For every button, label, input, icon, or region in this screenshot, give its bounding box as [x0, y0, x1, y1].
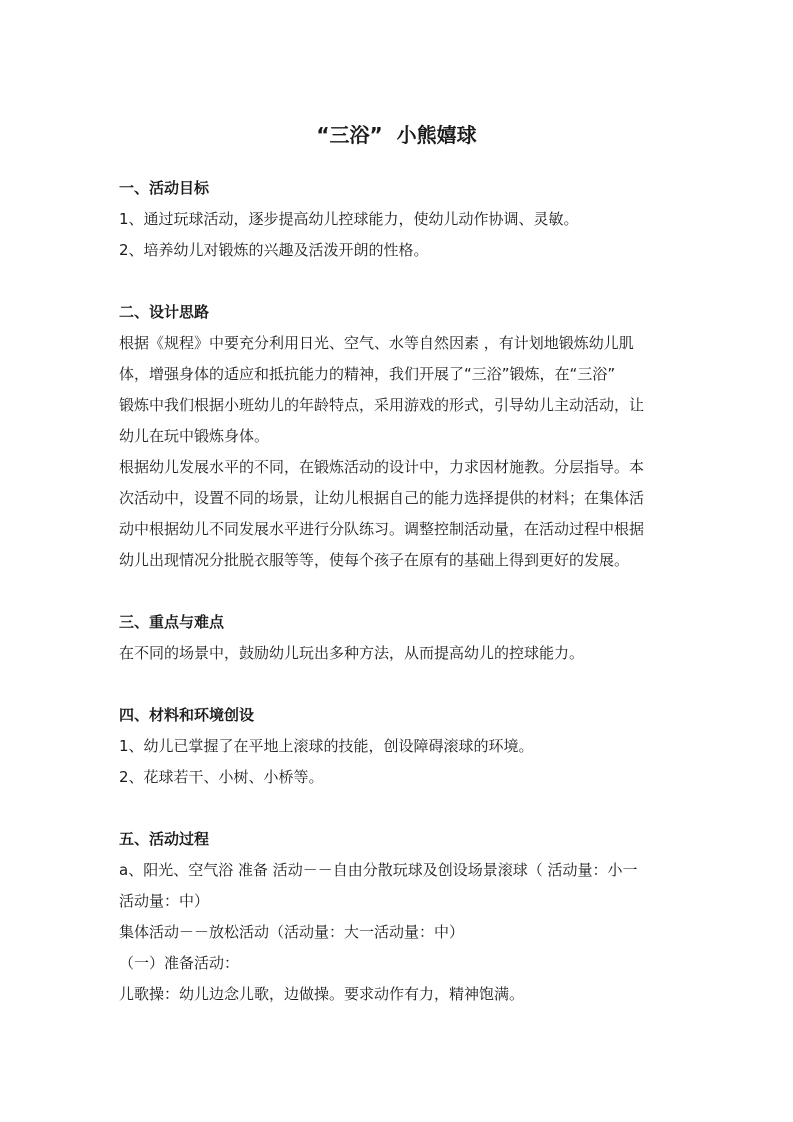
section-spacer — [119, 793, 679, 824]
section-heading: 四、材料和环境创设 — [119, 706, 255, 724]
paragraph-line: 2、培养幼儿对锻炼的兴趣及活泼开朗的性格。 — [119, 241, 429, 259]
paragraph-line: 锻炼中我们根据小班幼儿的年龄特点，采用游戏的形式，引导幼儿主动活动，让 — [119, 396, 645, 414]
document-body — [119, 173, 679, 1010]
paragraph-line: 幼儿出现情况分批脱衣服等等，使每个孩子在原有的基础上得到更好的发展。 — [119, 551, 630, 569]
paragraph-line: 1、幼儿已掌握了在平地上滚球的技能，创设障碍滚球的环境。 — [119, 737, 534, 755]
section-activity-process — [119, 824, 679, 1010]
paragraph-line: 次活动中，设置不同的场景，让幼儿根据自己的能力选择提供的材料；在集体活 — [119, 489, 645, 507]
document-title: “三浴” 小熊嬉球 — [316, 123, 477, 147]
section-heading: 一、活动目标 — [119, 179, 210, 197]
paragraph-line: 2、花球若干、小树、小桥等。 — [119, 768, 324, 786]
section-design-ideas — [119, 297, 679, 576]
paragraph-line: 集体活动－－放松活动（活动量：大一活动量：中） — [119, 923, 465, 941]
section-spacer — [119, 669, 679, 700]
section-spacer — [119, 576, 679, 607]
paragraph-line: a、阳光、空气浴 准备 活动－－自由分散玩球及创设场景滚球（ 活动量：小一 — [119, 861, 638, 879]
paragraph-line: 在不同的场景中，鼓励幼儿玩出多种方法，从而提高幼儿的控球能力。 — [119, 644, 585, 662]
section-heading: 三、重点与难点 — [119, 613, 225, 631]
paragraph-line: 根据《规程》中要充分利用日光、空气、水等自然因素 ，有计划地锻炼幼儿肌 — [119, 334, 634, 352]
section-materials — [119, 700, 679, 793]
paragraph-line: 活动量：中） — [119, 892, 210, 910]
section-heading: 五、活动过程 — [119, 830, 210, 848]
paragraph-line: 1、通过玩球活动，逐步提高幼儿控球能力，使幼儿动作协调、灵敏。 — [119, 210, 579, 228]
section-spacer — [119, 266, 679, 297]
section-heading: 二、设计思路 — [119, 303, 210, 321]
section-activity-goals — [119, 173, 679, 266]
paragraph-line: 幼儿在玩中锻炼身体。 — [119, 427, 270, 445]
paragraph-line: 根据幼儿发展水平的不同，在锻炼活动的设计中，力求因材施教。分层指导。本 — [119, 458, 645, 476]
paragraph-line: 体，增强身体的适应和抵抗能力的精神，我们开展了“三浴”锻炼，在“三浴” — [119, 365, 616, 383]
section-key-points — [119, 607, 679, 669]
paragraph-line: 儿歌操：幼儿边念儿歌，边做操。要求动作有力，精神饱满。 — [119, 985, 525, 1003]
paragraph-line: 动中根据幼儿不同发展水平进行分队练习。调整控制活动量，在活动过程中根据 — [119, 520, 645, 538]
paragraph-line: （一）准备活动： — [119, 954, 240, 972]
